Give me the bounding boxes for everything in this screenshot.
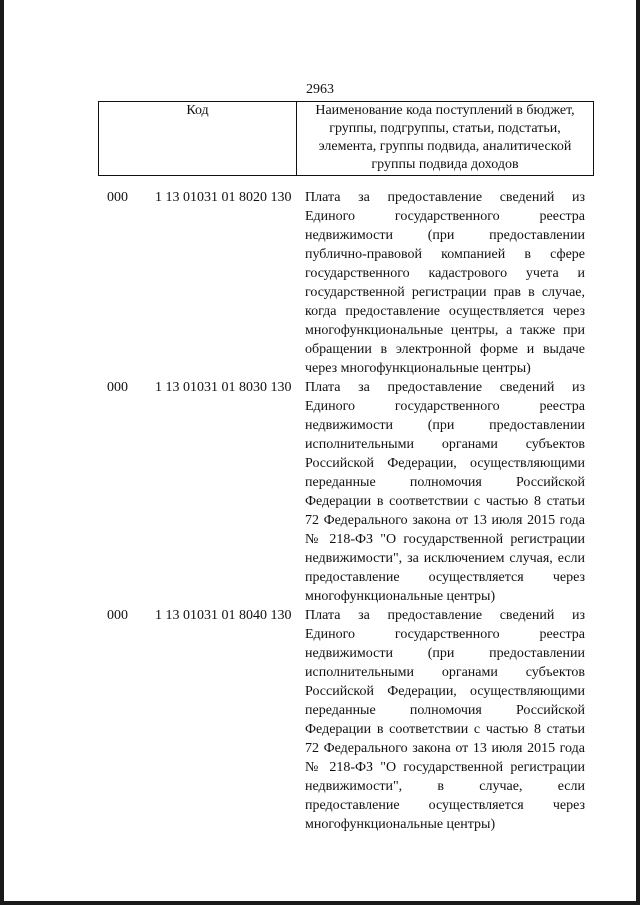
- header-name-line: группы, подгруппы, статьи, подстатьи,: [329, 121, 561, 136]
- description-line: многофункциональные центры, а также при: [305, 323, 585, 338]
- description-line: № 218-ФЗ "О государственной регистрации: [305, 760, 585, 775]
- description-line: переданные полномочия Российской: [305, 703, 585, 718]
- description-line: Плата за предоставление сведений из: [305, 190, 585, 205]
- description-line: Федерации в соответствии с частью 8 статьи: [305, 494, 585, 509]
- description-line: Федерации в соответствии с частью 8 статьи: [305, 722, 585, 737]
- description-line: предоставление осуществляется через: [305, 570, 585, 585]
- description-line: недвижимости (при предоставлении: [305, 418, 585, 433]
- description-line: публично-правовой компанией в сфере: [305, 247, 585, 262]
- header-code-column: Код: [99, 102, 297, 175]
- scan-border-bottom: [0, 901, 640, 905]
- table-row: [0, 188, 640, 378]
- budget-code: 1 13 01031 01 8030 130: [155, 380, 292, 395]
- table-body: [0, 188, 640, 834]
- description-line: Российской Федерации, осуществляющими: [305, 456, 585, 471]
- budget-code: 1 13 01031 01 8020 130: [155, 190, 292, 205]
- description-line: Единого государственного реестра: [305, 209, 585, 224]
- description-line: Плата за предоставление сведений из: [305, 608, 585, 623]
- description-line: № 218-ФЗ "О государственной регистрации: [305, 532, 585, 547]
- description-line: государственной регистрации прав в случае,: [305, 285, 585, 300]
- description-line: 72 Федерального закона от 13 июля 2015 года: [305, 741, 585, 756]
- description-line: недвижимости", за исключением случая, если: [305, 551, 585, 566]
- description-line: Единого государственного реестра: [305, 627, 585, 642]
- description-line: 72 Федерального закона от 13 июля 2015 года: [305, 513, 585, 528]
- description-line: многофункциональные центры): [305, 589, 496, 604]
- description-line: исполнительными органами субъектов: [305, 665, 585, 680]
- description-line: предоставление осуществляется через: [305, 798, 585, 813]
- description-line: недвижимости (при предоставлении: [305, 646, 585, 661]
- description-line: государственного кадастрового учета и: [305, 266, 585, 281]
- description-line: многофункциональные центры): [305, 817, 496, 832]
- header-name-line: группы подвида доходов: [371, 157, 519, 172]
- description-line: исполнительными органами субъектов: [305, 437, 585, 452]
- row-description: [305, 606, 585, 834]
- table-row: [0, 378, 640, 606]
- description-line: недвижимости", в случае, если: [305, 779, 585, 794]
- budget-code: 1 13 01031 01 8040 130: [155, 608, 292, 623]
- description-line: обращении в электронной форме и выдаче: [305, 342, 585, 357]
- description-line: когда предоставление осуществляется через: [305, 304, 585, 319]
- page-number: 2963: [306, 82, 334, 97]
- description-line: Российской Федерации, осуществляющими: [305, 684, 585, 699]
- admin-code: 000: [107, 608, 128, 623]
- admin-code: 000: [107, 380, 128, 395]
- row-description: [305, 378, 585, 606]
- admin-code: 000: [107, 190, 128, 205]
- header-name-column: [297, 102, 593, 175]
- description-line: через многофункциональные центры): [305, 361, 531, 376]
- header-name-line: Наименование кода поступлений в бюджет,: [315, 103, 575, 118]
- table-header: [98, 101, 594, 176]
- table-row: [0, 606, 640, 834]
- description-line: Единого государственного реестра: [305, 399, 585, 414]
- description-line: Плата за предоставление сведений из: [305, 380, 585, 395]
- row-description: [305, 188, 585, 378]
- header-name-line: элемента, группы подвида, аналитической: [318, 139, 572, 154]
- description-line: переданные полномочия Российской: [305, 475, 585, 490]
- description-line: недвижимости (при предоставлении: [305, 228, 585, 243]
